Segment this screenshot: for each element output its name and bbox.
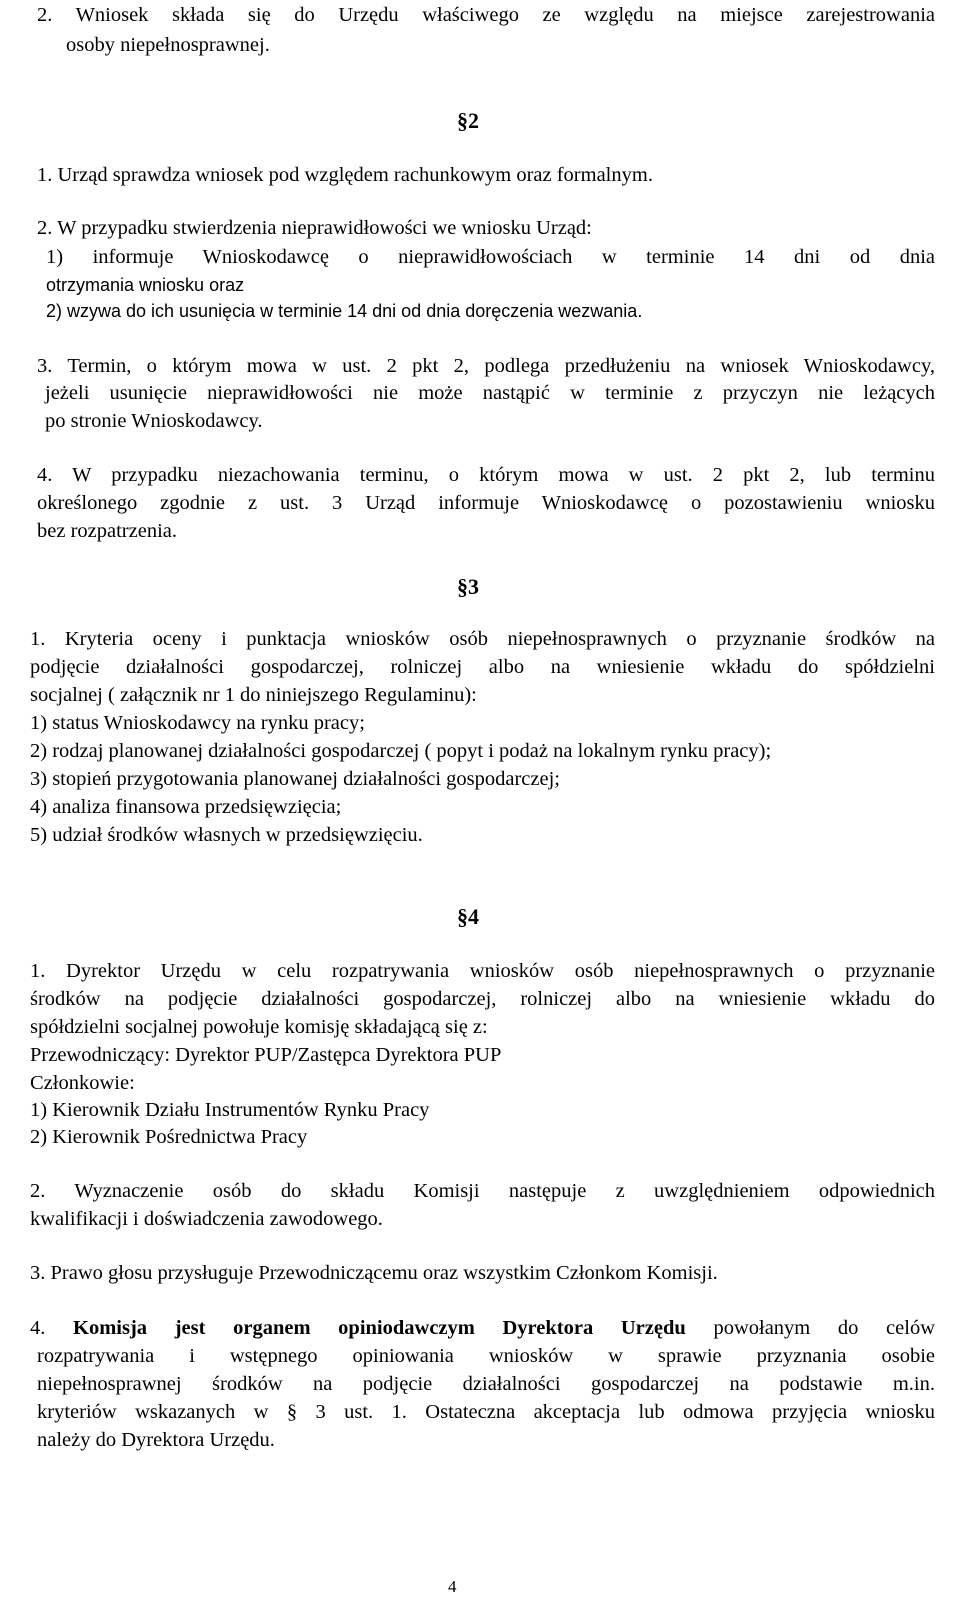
s4-item4-line1 — [30, 1318, 935, 1339]
s4-item4-line3: niepełnosprawnej środków na podjęcie działalności gospodarczej na podstawie m.in. — [37, 1373, 935, 1395]
s4-item4-bold: Komisja jest organem opiniodawczym Dyrektora Urzędu — [73, 1317, 686, 1339]
s4-item3: 3. Prawo głosu przysługuje Przewodniczącemu oraz wszystkim Członkom Komisji. — [30, 1262, 718, 1284]
s2-sub1-line1: 1) informuje Wnioskodawcę o nieprawidłowościach w terminie 14 dni od dnia — [46, 246, 935, 268]
s4-item4-line1-rest: powołanym do celów — [713, 1317, 935, 1339]
s2-item4-line2: określonego zgodnie z ust. 3 Urząd informuje Wnioskodawcę o pozostawieniu wniosku — [37, 492, 935, 514]
s2-item4-line3: bez rozpatrzenia. — [37, 520, 177, 542]
s4-chair: Przewodniczący: Dyrektor PUP/Zastępca Dyrektora PUP — [30, 1044, 502, 1066]
s1-item2-line2: osoby niepełnosprawnej. — [66, 34, 270, 56]
s3-criterion-5: 5) udział środków własnych w przedsięwzięciu. — [30, 824, 423, 846]
section-heading-3: §3 — [457, 574, 479, 599]
s4-item1-line3: spółdzielni socjalnej powołuje komisję składającą się z: — [30, 1016, 488, 1038]
s4-item4-line2: rozpatrywania i wstępnego opiniowania wniosków w sprawie przyznania osobie — [37, 1345, 935, 1367]
s2-item3-line1: 3. Termin, o którym mowa w ust. 2 pkt 2, podlega przedłużeniu na wniosek Wnioskodawcy, — [37, 355, 935, 377]
s3-item1-line1: 1. Kryteria oceny i punktacja wniosków osób niepełnosprawnych o przyznanie środków na — [30, 628, 935, 650]
s4-item4-number: 4. — [30, 1317, 46, 1339]
s4-member-2: 2) Kierownik Pośrednictwa Pracy — [30, 1126, 308, 1148]
s3-item1-line3: socjalnej ( załącznik nr 1 do niniejszego Regulaminu): — [30, 684, 477, 706]
s4-item4-line4: kryteriów wskazanych w § 3 ust. 1. Ostateczna akceptacja lub odmowa przyjęcia wniosku — [37, 1401, 935, 1423]
s3-criterion-3: 3) stopień przygotowania planowanej działalności gospodarczej; — [30, 768, 560, 790]
s4-item1-line2: środków na podjęcie działalności gospodarczej, rolniczej albo na wniesienie wkładu do — [30, 988, 935, 1010]
s2-sub1-line2: otrzymania wniosku oraz — [46, 275, 245, 295]
s2-item4-line1: 4. W przypadku niezachowania terminu, o którym mowa w ust. 2 pkt 2, lub terminu — [37, 464, 935, 486]
s4-item4-line5: należy do Dyrektora Urzędu. — [37, 1429, 275, 1451]
s4-item2-line1: 2. Wyznaczenie osób do składu Komisji następuje z uwzględnieniem odpowiednich — [30, 1180, 935, 1202]
s3-criterion-2: 2) rodzaj planowanej działalności gospodarczej ( popyt i podaż na lokalnym rynku pracy); — [30, 740, 772, 762]
s1-item2-line1: 2. Wniosek składa się do Urzędu właściwego ze względu na miejsce zarejestrowania — [37, 4, 935, 26]
s4-item1-line1: 1. Dyrektor Urzędu w celu rozpatrywania wniosków osób niepełnosprawnych o przyznanie — [30, 960, 935, 982]
s3-criterion-4: 4) analiza finansowa przedsięwzięcia; — [30, 796, 342, 818]
section-heading-4: §4 — [457, 904, 479, 929]
s2-item3-line3: po stronie Wnioskodawcy. — [45, 410, 263, 432]
s2-item2: 2. W przypadku stwierdzenia nieprawidłowości we wniosku Urząd: — [37, 217, 592, 239]
s4-item2-line2: kwalifikacji i doświadczenia zawodowego. — [30, 1208, 383, 1230]
page-number: 4 — [448, 1577, 457, 1596]
s2-sub2: 2) wzywa do ich usunięcia w terminie 14 dni od dnia doręczenia wezwania. — [46, 301, 643, 321]
s3-criterion-1: 1) status Wnioskodawcy na rynku pracy; — [30, 712, 365, 734]
s3-item1-line2: podjęcie działalności gospodarczej, rolniczej albo na wniesienie wkładu do spółdzielni — [30, 656, 935, 678]
s4-member-1: 1) Kierownik Działu Instrumentów Rynku Pracy — [30, 1099, 430, 1121]
section-heading-2: §2 — [457, 108, 479, 133]
s2-item3-line2: jeżeli usunięcie nieprawidłowości nie może nastąpić w terminie z przyczyn nie leżących — [45, 382, 935, 404]
s4-members-label: Członkowie: — [30, 1072, 135, 1094]
s2-item1: 1. Urząd sprawdza wniosek pod względem rachunkowym oraz formalnym. — [37, 164, 653, 186]
